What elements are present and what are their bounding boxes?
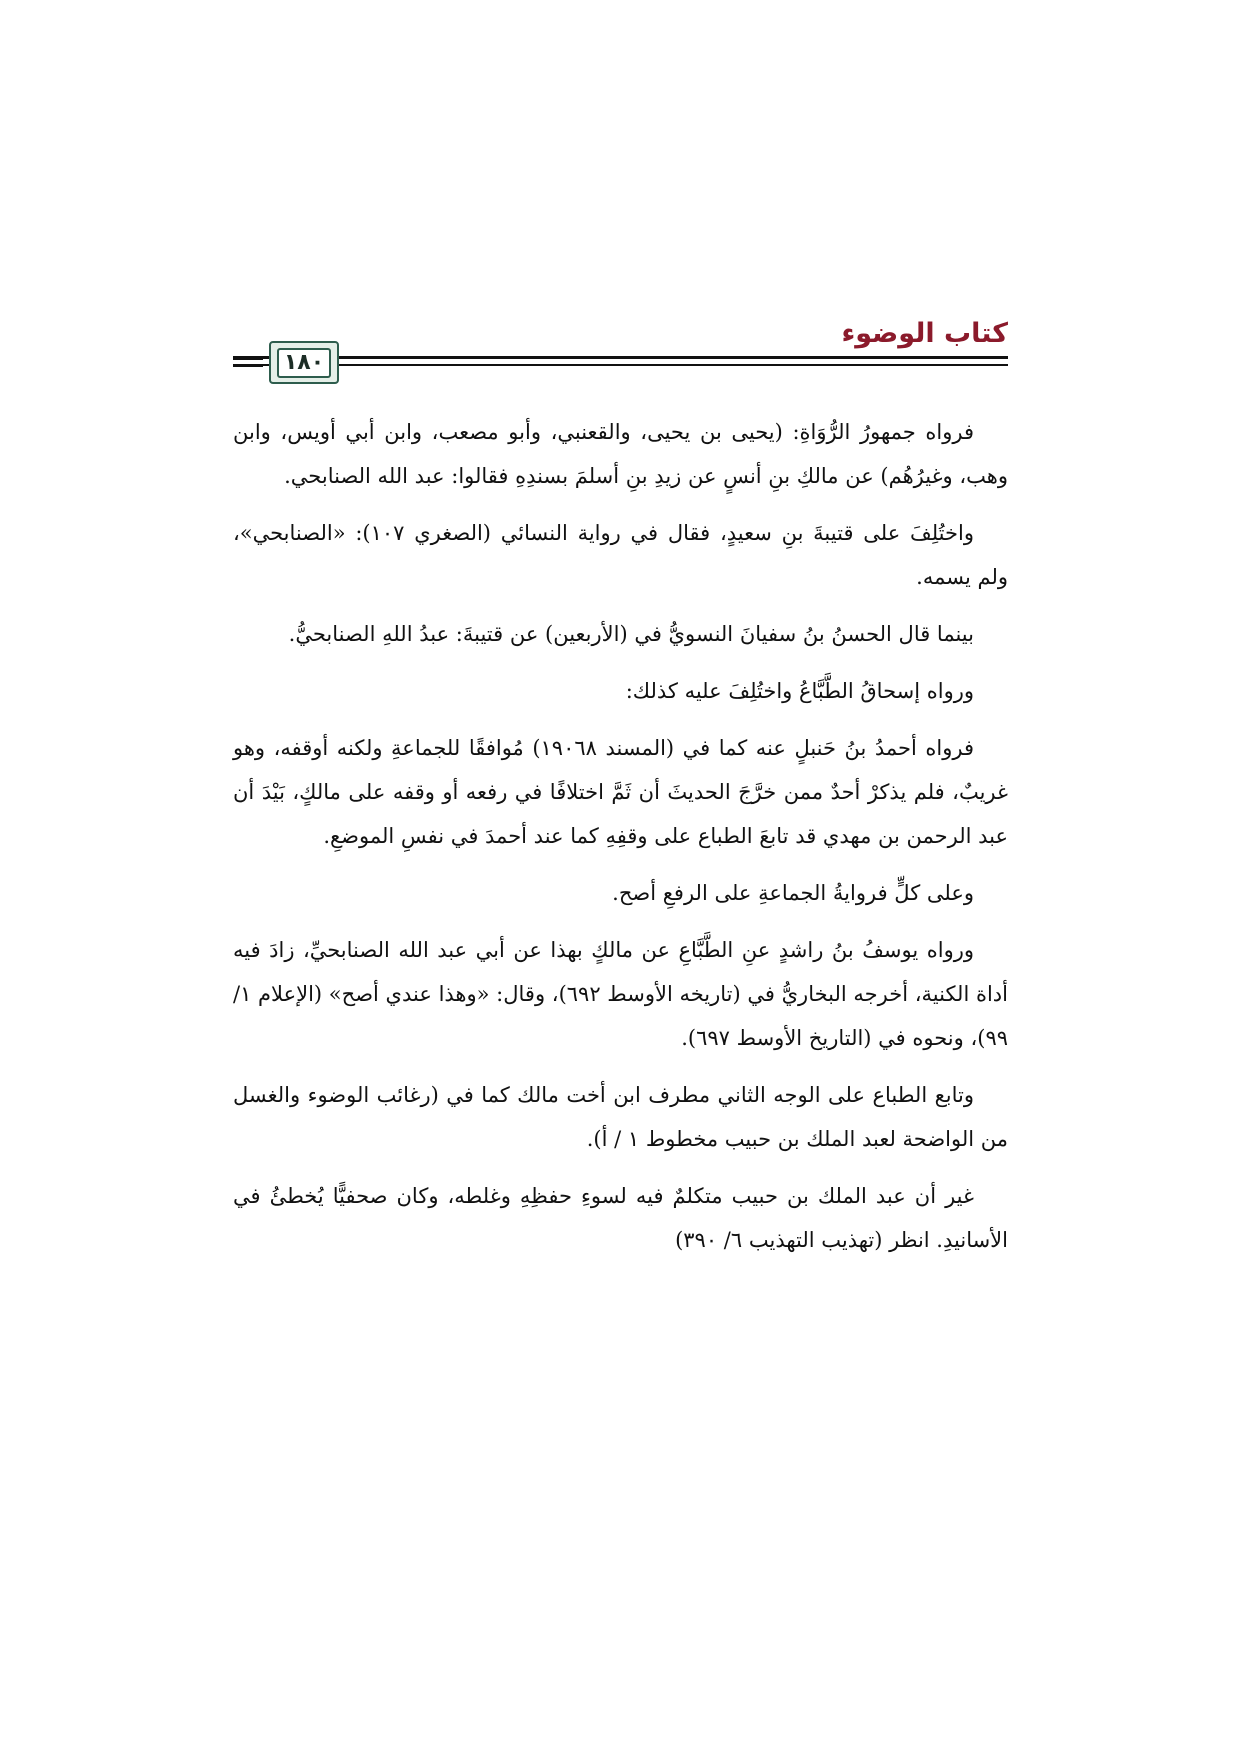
header-rule-bottom bbox=[233, 364, 1008, 366]
paragraph: ورواه يوسفُ بنُ راشدٍ عنِ الطَّبَّاعِ عن مالكٍ بهذا عن أبي عبد الله الصنابحيِّ، زادَ فيه أداة الكنية، أخرجه البخاريُّ في (تاريخه الأوسط ٦٩٢)، وقال: «وهذا عندي أصح» (الإعلام ١/ ٩٩)، ونحوه في (التاريخ الأوسط ٦٩٧). bbox=[233, 938, 1008, 1050]
paragraph: فرواه أحمدُ بنُ حَنبلٍ عنه كما في (المسند ١٩٠٦٨) مُوافقًا للجماعةِ ولكنه أوقفه، وهو غريبٌ، فلم يذكرْ أحدٌ ممن خرَّجَ الحديثَ أن ثَمَّ اختلافًا في رفعه أو وقفه على مالكٍ، بَيْدَ أن عبد الرحمن بن مهدي قد تابعَ الطباع على وقفِهِ كما عند أحمدَ في نفسِ الموضعِ. bbox=[233, 736, 1008, 848]
paragraph: بينما قال الحسنُ بنُ سفيانَ النسويُّ في (الأربعين) عن قتيبةَ: عبدُ اللهِ الصنابحيُّ. bbox=[288, 622, 974, 646]
page-number: ١٨٠ bbox=[277, 348, 331, 378]
page-body bbox=[233, 410, 1008, 1275]
paragraph: فرواه جمهورُ الرُّوَاةِ: (يحيى بن يحيى، والقعنبي، وأبو مصعب، وابن أبي أويس، وابن وهب، وغيرُهُم) عن مالكِ بنِ أنسٍ عن زيدِ بنِ أسلمَ بسندِهِ فقالوا: عبد الله الصنابحي. bbox=[233, 420, 1008, 488]
badge-side-rule-top bbox=[233, 358, 263, 360]
book-title: كتاب الوضوء bbox=[841, 318, 1008, 349]
page-header bbox=[233, 310, 1008, 390]
badge-side-rule-bottom bbox=[233, 365, 263, 367]
paragraph: غير أن عبد الملك بن حبيب متكلمٌ فيه لسوءِ حفظِهِ وغلطه، وكان صحفيًّا يُخطئُ في الأسانيدِ. انظر (تهذيب التهذيب ٦/ ٣٩٠) bbox=[233, 1184, 1008, 1252]
paragraph: واختُلِفَ على قتيبةَ بنِ سعيدٍ، فقال في رواية النسائي (الصغري ١٠٧): «الصنابحي»، ولم يسمه. bbox=[233, 521, 1008, 589]
paragraph: وعلى كلٍّ فروايةُ الجماعةِ على الرفعِ أصح. bbox=[612, 881, 974, 905]
page-number-badge bbox=[269, 341, 339, 384]
paragraph: وتابع الطباع على الوجه الثاني مطرف ابن أخت مالك كما في (رغائب الوضوء والغسل من الواضحة لعبد الملك بن حبيب مخطوط ١ / أ). bbox=[233, 1083, 1008, 1151]
header-rule-top bbox=[233, 356, 1008, 359]
paragraph: ورواه إسحاقُ الطَّبَّاعُ واختُلِفَ عليه كذلك: bbox=[625, 679, 974, 703]
